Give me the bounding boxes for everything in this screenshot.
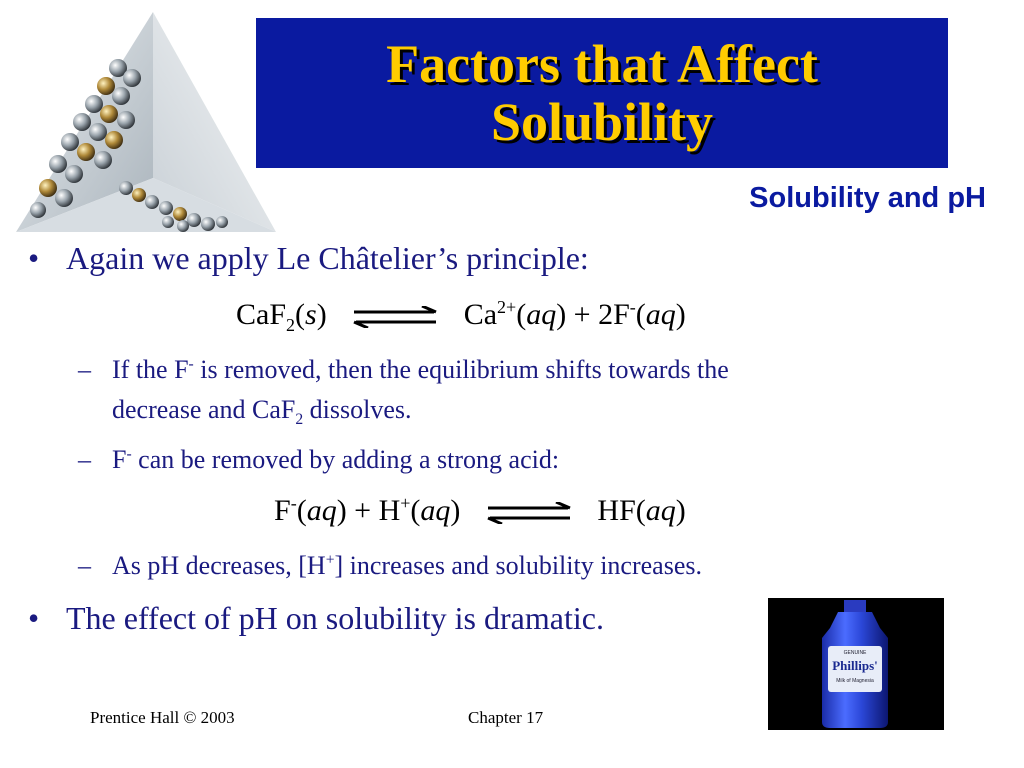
eq1-right-state-2: aq — [645, 298, 676, 331]
footer-publisher: Prentice Hall © 2003 — [90, 708, 235, 727]
sub-bullet-2-text-b: can be removed by adding a strong acid: — [131, 445, 560, 474]
sub-bullet-dash: – — [78, 551, 91, 580]
bottle-label-top: GENUINE — [843, 650, 867, 656]
eq1-right-formula: Ca — [463, 298, 498, 331]
eq2-right-paren-close: ) — [675, 494, 686, 527]
title-banner — [256, 18, 948, 168]
eq1-left-formula: CaF — [236, 298, 287, 331]
bullet-1 — [28, 240, 589, 277]
eq1-right-paren-open-2: ( — [635, 298, 646, 331]
eq2-right-formula: HF( — [597, 494, 646, 527]
sub-bullet-3-text-b: ] increases and solubility increases. — [334, 551, 702, 580]
eq1-right-charge: 2+ — [497, 297, 517, 317]
bullet-dot: • — [28, 240, 40, 276]
milk-of-magnesia-bottle-photo — [768, 598, 944, 730]
sub-bullet-1-text-b: is removed, then the equilibrium shifts towards the — [193, 355, 729, 384]
eq2-right-state: aq — [645, 494, 676, 527]
pyramid-molecule-logo — [8, 8, 278, 240]
eq2-left-formula: F — [274, 494, 291, 527]
bullet-2 — [28, 600, 604, 637]
slide-title-line-2: Solubility — [490, 92, 714, 152]
eq1-right-charge-2: - — [629, 297, 636, 317]
sub-bullet-1-text-c: decrease and CaF — [112, 395, 296, 424]
bottle-illustration — [768, 598, 944, 730]
eq1-left-paren-open: ( — [295, 298, 306, 331]
eq2-left-paren-open: ( — [296, 494, 307, 527]
equilibrium-arrows-icon — [486, 502, 572, 524]
slide-subtitle: Solubility and pH — [749, 182, 986, 214]
sub-bullet-2-text-a: F — [112, 445, 127, 474]
sub-bullet-1-text-a: If the F — [112, 355, 189, 384]
sub-bullet-3 — [78, 546, 702, 586]
bullet-1-text: Again we apply Le Châtelier’s principle: — [66, 240, 589, 276]
eq1-right-paren-open: ( — [516, 298, 527, 331]
eq2-left-plus-hydrogen: ) + H — [336, 494, 401, 527]
slide-title-line-1: Factors that Affect — [386, 34, 818, 94]
eq1-right-state-1: aq — [526, 298, 557, 331]
sub-bullet-dash: – — [78, 355, 91, 384]
bullet-2-text: The effect of pH on solubility is dramatic. — [66, 600, 604, 636]
bottle-label-bottom: Milk of Magnesia — [836, 678, 874, 684]
sub-bullet-1-continuation — [78, 390, 938, 430]
eq1-left-subscript: 2 — [286, 315, 296, 335]
equilibrium-arrows-icon — [352, 306, 438, 328]
bottle-label-brand: Phillips' — [832, 658, 878, 673]
sub-bullet-1-sub: 2 — [295, 411, 304, 429]
equation-2 — [274, 494, 686, 528]
sub-bullet-3-text-a: As pH decreases, [H — [112, 551, 326, 580]
eq1-right-paren-close-2: ) — [675, 298, 686, 331]
sub-bullet-2 — [78, 440, 559, 480]
eq1-left-state: s — [305, 298, 317, 331]
eq2-left-paren-close-2: ) — [450, 494, 461, 527]
bullet-dot: • — [28, 600, 40, 636]
eq2-left-paren-open-2: ( — [410, 494, 421, 527]
sub-bullet-2-sup: - — [126, 445, 132, 463]
eq1-right-plus-fluoride: ) + 2F — [556, 298, 630, 331]
sub-bullet-3-sup: + — [325, 551, 335, 569]
eq2-left-charge-2: + — [400, 493, 411, 513]
sub-bullet-1 — [78, 350, 938, 430]
eq2-left-state-1: aq — [306, 494, 337, 527]
equation-1 — [236, 297, 686, 335]
sub-bullet-dash: – — [78, 445, 91, 474]
eq1-left-paren-close: ) — [316, 298, 327, 331]
sub-bullet-1-sup: - — [188, 355, 194, 373]
eq2-left-state-2: aq — [420, 494, 451, 527]
footer-chapter: Chapter 17 — [468, 708, 544, 727]
eq2-left-charge: - — [290, 493, 297, 513]
sub-bullet-1-text-d: dissolves. — [303, 395, 412, 424]
